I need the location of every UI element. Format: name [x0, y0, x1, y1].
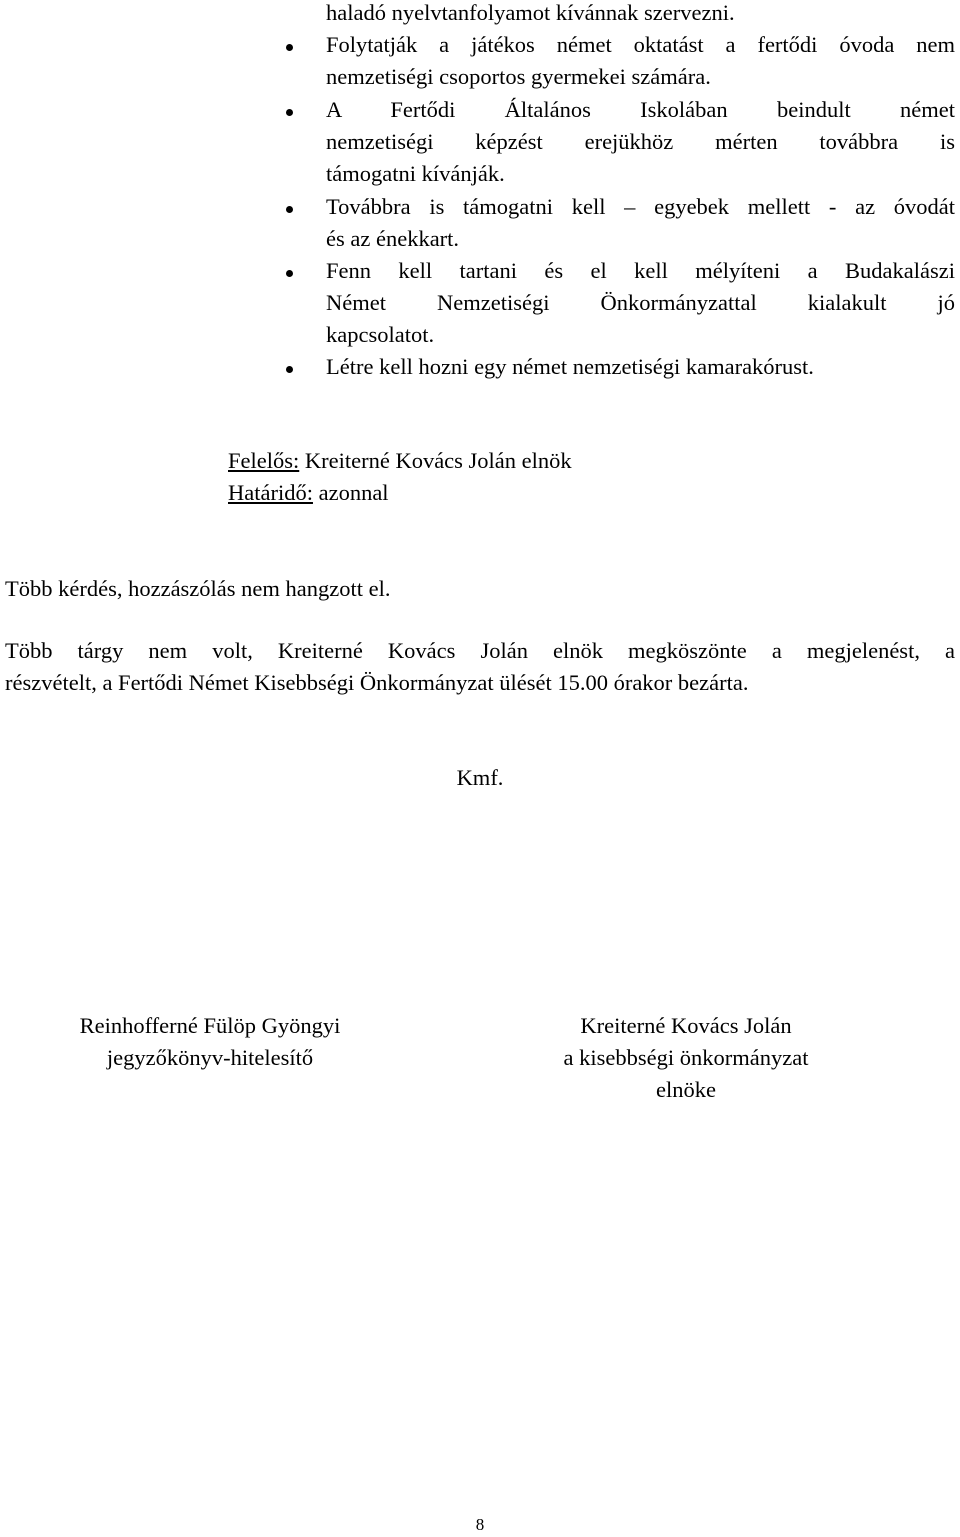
signatory-name: Kreiterné Kovács Jolán: [580, 1013, 792, 1038]
bullet-icon: [286, 44, 293, 51]
responsible-line: [228, 445, 572, 477]
deadline-value: azonnal: [312, 480, 389, 505]
page-number: 8: [475, 1515, 485, 1534]
list-continuation-line: haladó nyelvtanfolyamot kívánnak szervezni.: [326, 0, 735, 25]
no-more-questions-paragraph: Több kérdés, hozzászólás nem hangzott el.: [5, 576, 391, 601]
deadline-label: Határidő:: [228, 480, 313, 505]
list-item-line: Fenn kell tartani és el kell mélyíteni a Budakalászi: [326, 258, 955, 283]
bullet-icon: [286, 270, 293, 277]
signatory-name: Reinhofferné Fülöp Gyöngyi: [79, 1013, 341, 1038]
list-item-line: kapcsolatot.: [326, 322, 435, 347]
signatory-role: jegyzőkönyv-hitelesítő: [106, 1045, 314, 1070]
list-item-line: Továbbra is támogatni kell – egyebek mellett - az óvodát: [326, 194, 955, 219]
bullet-icon: [286, 109, 293, 116]
list-item-line: Folytatják a játékos német oktatást a fertődi óvoda nem: [326, 32, 955, 57]
bullet-icon: [286, 366, 293, 373]
list-item-line: nemzetiségi csoportos gyermekei számára.: [326, 64, 711, 89]
signature-right: [506, 1010, 866, 1106]
closing-paragraph-line: Több tárgy nem volt, Kreiterné Kovács Jolán elnök megköszönte a megjelenést, a: [5, 638, 955, 663]
kmf-label: Kmf.: [456, 765, 504, 790]
closing-paragraph-line: részvételt, a Fertődi Német Kisebbségi Önkormányzat ülését 15.00 órakor bezárta.: [5, 670, 749, 695]
bullet-icon: [286, 206, 293, 213]
deadline-line: [228, 477, 389, 509]
list-item-line: Létre kell hozni egy német nemzetiségi kamarakórust.: [326, 354, 814, 379]
signatory-role: elnöke: [656, 1077, 716, 1102]
signatory-role: a kisebbségi önkormányzat: [563, 1045, 809, 1070]
list-item-line: Német Nemzetiségi Önkormányzattal kialakult jó: [326, 290, 955, 315]
list-item-line: támogatni kívánják.: [326, 161, 505, 186]
list-item-line: A Fertődi Általános Iskolában beindult német: [326, 97, 955, 122]
signature-left: [30, 1010, 390, 1074]
list-item-line: és az énekkart.: [326, 226, 460, 251]
list-item-line: nemzetiségi képzést erejükhöz mérten továbbra is: [326, 129, 955, 154]
responsible-value: Kreiterné Kovács Jolán elnök: [299, 448, 572, 473]
responsible-label: Felelős:: [228, 448, 300, 473]
